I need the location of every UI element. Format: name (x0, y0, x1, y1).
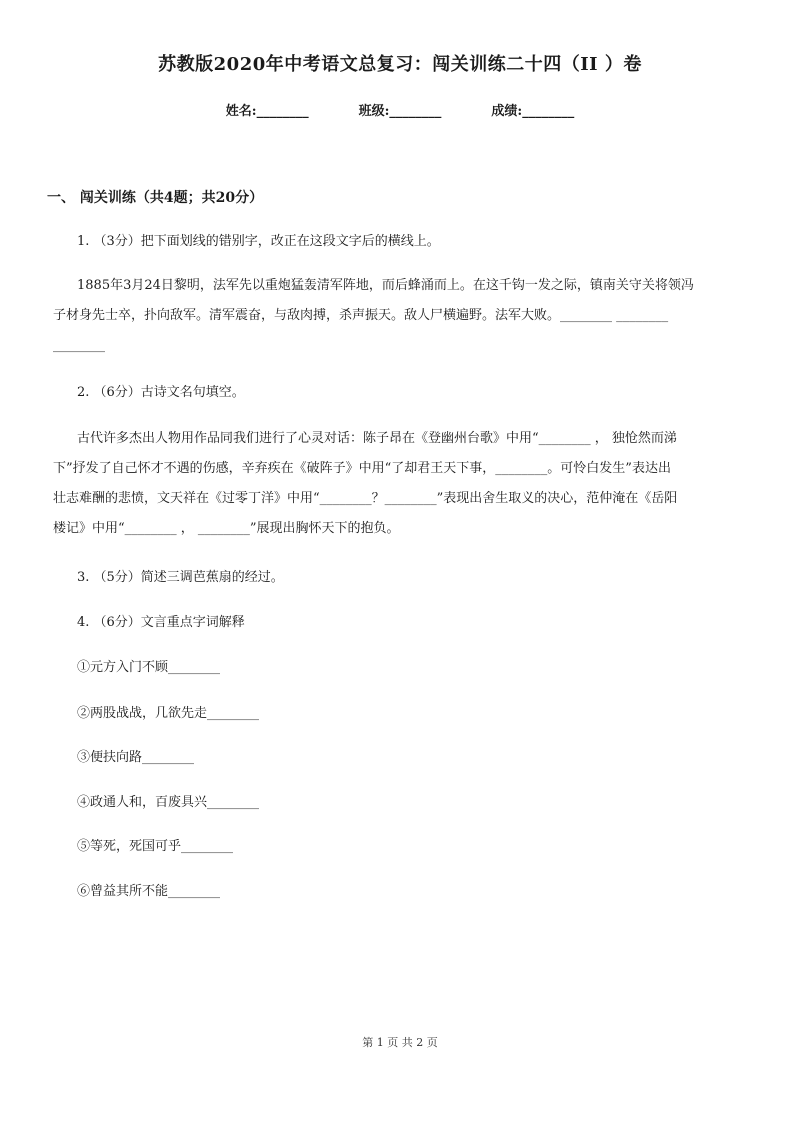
document-title: 苏教版2020年中考语文总复习：闯关训练二十四（II ）卷 (158, 54, 642, 75)
question-2-passage-line: 下”抒发了自己怀才不遇的伤感，辛弃疾在《破阵子》中用“了却君王天下事，________。可怜白发生”表达出 (53, 461, 671, 476)
question-3-stem: 3. （5分）简述三调芭蕉扇的经过。 (77, 570, 284, 585)
name-field: 姓名:________ (225, 104, 309, 119)
question-4-stem: 4. （6分）文言重点字词解释 (77, 615, 245, 630)
section-heading: 一、 闯关训练（共4题；共20分） (47, 190, 264, 206)
question-2-passage-line: 古代许多杰出人物用作品同我们进行了心灵对话：陈子昂在《登幽州台歌》中用“________ ， 独怆然而涕 (77, 431, 677, 446)
question-1-passage (53, 271, 753, 361)
question-2-stem: 2. （6分）古诗文名句填空。 (77, 385, 245, 400)
student-info-row (0, 100, 800, 119)
question-4-item: ③便扶向路________ (77, 750, 195, 765)
question-2-passage-line: 壮志难酬的悲愤，文天祥在《过零丁洋》中用“________？________”表现出舍生取义的决心，范仲淹在《岳阳 (53, 491, 678, 506)
question-4-item: ①元方入门不顾________ (77, 660, 221, 675)
question-1-passage-line: ________ (53, 338, 105, 353)
score-field: 成绩:________ (491, 104, 575, 119)
question-1-stem: 1. （3分）把下面划线的错别字，改正在这段文字后的横线上。 (77, 234, 440, 249)
question-1-passage-line: 子材身先士卒，扑向敌军。清军震奋，与敌肉搏，杀声振天。敌人尸横遍野。法军大败。________ ________ (53, 308, 669, 323)
question-1-passage-line: 1885年3月24日黎明，法军先以重炮猛轰清军阵地，而后蜂涌而上。在这千钩一发之际，镇南关守关将领冯 (77, 278, 694, 293)
question-4-item: ⑥曾益其所不能________ (77, 884, 221, 899)
question-2-passage-line: 楼记》中用“________ ， ________”展现出胸怀天下的抱负。 (53, 521, 400, 536)
question-2-passage (53, 424, 753, 544)
question-4-item: ⑤等死，死国可乎________ (77, 839, 234, 854)
class-field: 班级:________ (358, 104, 442, 119)
page-footer: 第 1 页 共 2 页 (362, 1036, 438, 1049)
question-4-item: ②两股战战，几欲先走________ (77, 706, 260, 721)
question-4-item: ④政通人和，百废具兴________ (77, 795, 260, 810)
